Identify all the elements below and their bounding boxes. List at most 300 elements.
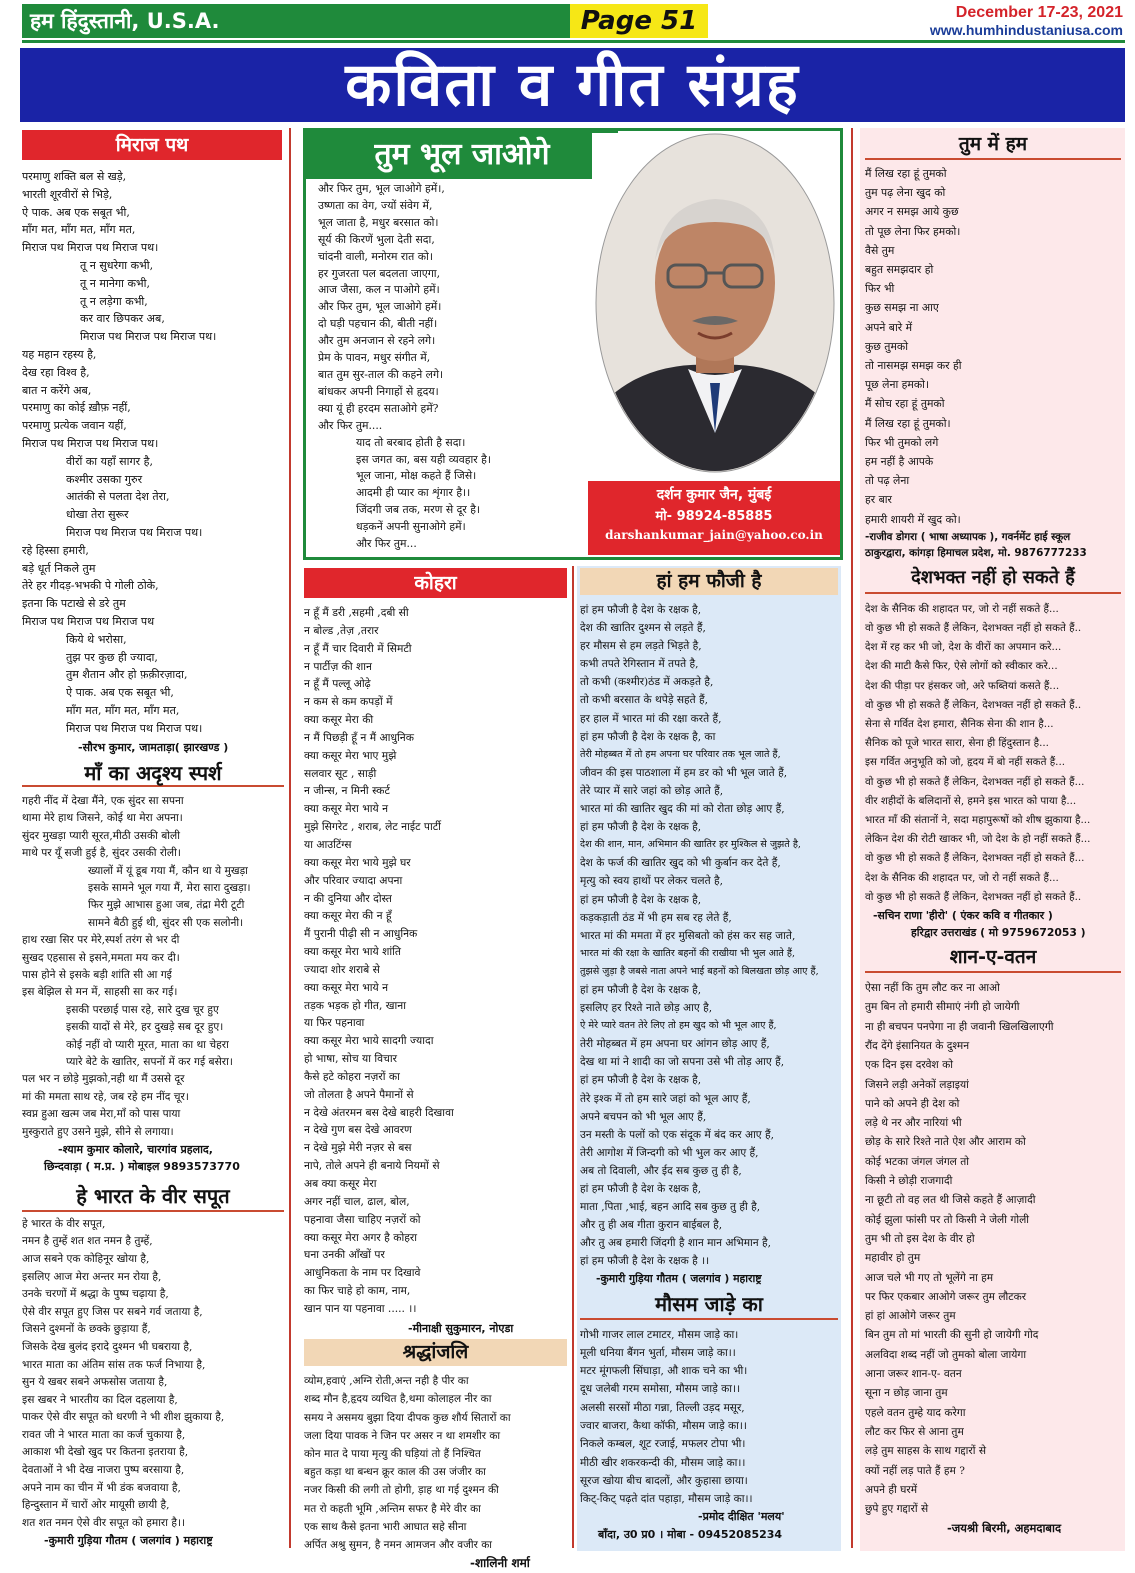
poem-body [304, 1372, 567, 1554]
poem-line: आज चले भी गए तो भूलेंगे ना हम [865, 1271, 994, 1284]
poem-body [22, 168, 284, 738]
poem-line: उन मस्ती के पलों को एक संदूक में बंद कर आए हैं, [580, 1128, 774, 1141]
poem-line: क्या कसूर मेरा भाये सादगी ज्यादा [304, 1034, 434, 1048]
poem-line: अगर न समझ आये कुछ [865, 205, 959, 219]
poem-line: तो पढ़ लेना [865, 474, 910, 488]
poem-line: ऐ पाक. अब एक सबूत भी, [22, 205, 130, 219]
poem-line: न देखे मुझे मेरी नज़र से बस [304, 1141, 412, 1155]
poem-line: ना ही बचपन पनपेगा ना ही जवानी खिलखिलाएगी [865, 1020, 1054, 1033]
poem-line: रहे हिस्सा हमारी, [22, 543, 89, 557]
poem-line: लौट कर फिर से आना तुम [865, 1425, 964, 1438]
poem-line: कुछ तुमको [865, 339, 908, 353]
poem-line: कुछ समझ ना आए [865, 301, 939, 315]
poem-body [865, 979, 1121, 1519]
author-photo [592, 133, 838, 489]
poem-line: बहुत समझदार हो [865, 263, 934, 277]
poem-line: मां की ममता साथ रहे, जब रहे हम नींद चूर। [22, 1090, 189, 1103]
poem-line: हां हम फौजी है देश के रक्षक है, [580, 604, 702, 616]
poem-line: हो भाषा, सोच या विचार [304, 1052, 398, 1066]
poem-line: भारत माँ की संतानों ने, सदा महापुरूषों को शीष झुकाया है... [865, 813, 1091, 826]
poem-line: तू न मानेगा कभी, [80, 276, 150, 290]
poem-line: बात तुम सुर-ताल की कहने लगे। [318, 367, 444, 381]
poem-line: मुस्कुराते हुए उसने मुझे, सीने से लगाया। [22, 1125, 174, 1138]
poem-line: देख था मां ने शादी का जो सपना उसे भी तोड़ आए हैं, [580, 1056, 785, 1069]
poem-line: सूना न छोड़ जाना तुम [865, 1387, 948, 1400]
poem-line: क्या कसूर मेरा भाये न [304, 980, 389, 994]
poem-line: शत शत नमन ऐसे वीर सपूत को हमारा है।। [22, 1516, 186, 1529]
poem-line: नमन है तुम्हें शत शत नमन है तुम्हें, [22, 1235, 153, 1248]
poem-line: न हूँ मैं पल्लू ओढ़े [304, 677, 371, 691]
poem-line: क्या कसूर मेरा की [304, 713, 374, 727]
poem-line: इसके सामने भूल गया मैं, मेरा सारा दुखड़ा। [88, 881, 251, 894]
poem-line: अपने बचपन को भी भूल आए हैं, [580, 1110, 707, 1123]
poem-line: मत रो कहती भूमि ,अन्तिम सफर है मेरे वीर का [304, 1502, 481, 1515]
poem-line: का फिर चाहे हो काम, नाम, [304, 1284, 411, 1298]
author-name: दर्शन कुमार जैन, मुंबई [656, 487, 772, 503]
poem-line: रावत जी ने भारत माता का कर्ज चुकाया है, [22, 1428, 186, 1441]
poem-line: देवताओं ने भी देख नाजरा पुष्प बरसाया है, [22, 1464, 185, 1477]
newspaper-name: हम हिंदुस्तानी, U.S.A. [22, 4, 574, 38]
poem-line: आकाश भी देखो खुद पर कितना इतराया है, [22, 1446, 189, 1459]
poem-line: दूध जलेबी गरम समोसा, मौसम जाड़े का।। [580, 1383, 741, 1396]
poem-line: तड़क भड़क हो गीत, खाना [304, 998, 406, 1012]
poem-credit: -जयश्री बिरमी, अहमदाबाद [947, 1521, 1062, 1536]
poem-credit: -कुमारी गुड़िया गौतम ( जलगांव ) महाराष्ट्र [596, 1272, 762, 1286]
poem-title: माँ का अदृश्य स्पर्श [22, 760, 284, 787]
poem-line: इस बेझिल से मन में, साहसी सा कर गई। [22, 986, 178, 999]
poem-line: पूछ लेना हमको। [865, 378, 930, 392]
poem-line: लड़े थे नर और नारियां भी [865, 1117, 962, 1130]
poem-line: किट्-किट् पढ़ते दांत पहाड़ा, मौसम जाड़े का।। [580, 1493, 753, 1506]
poem-body [22, 1216, 284, 1533]
poem-line: भारत मां की ममता में हर मुसिबतो को हंस कर सह जाते, [580, 929, 796, 942]
poem-line: देख रहा विश्व है, [22, 365, 90, 379]
poem-line: मृत्यु को स्वय हाथों पर लेकर चलते है, [580, 875, 723, 888]
column-1 [22, 130, 284, 1550]
poem-line: एक साथ कैसे इतना भारी आघात सहे सीना [304, 1520, 467, 1533]
issue-date: December 17-23, 2021 [955, 4, 1123, 21]
poem-line: जिसने लड़ी अनेकों लड़ाइयां [865, 1078, 969, 1091]
poem-line: सामने बैठी हुई थी, सुंदर सी एक सलोनी। [88, 916, 244, 929]
poem-credit: -श्याम कुमार कोलारे, चारगांव प्रहलाद, [58, 1143, 213, 1156]
poem-line: क्या कसूर मेरा अगर है कोहरा [304, 1230, 418, 1244]
poem-line: मिराज पथ मिराज पथ मिराज पथ। [80, 330, 217, 344]
poem-title: हां हम फौजी है [580, 568, 838, 595]
poem-line: हां हम फौजी है देश के रक्षक है, [580, 821, 702, 834]
poem-body [865, 600, 1121, 907]
poem-line: न देखे अंतरमन बस देखे बाहरी दिखावा [304, 1105, 454, 1119]
poem-line: बात न करेंगे अब, [22, 383, 92, 397]
poem-line: कोई भटका जंगल जंगल तो [865, 1155, 970, 1168]
poem-line: बिन तुम तो मां भारती की सुनी हो जायेगी गोद [865, 1329, 1039, 1342]
poem-body [22, 793, 284, 1141]
poem-line: माथे पर यूँ सजी हुई है, सुंदर उसकी रोली। [22, 847, 181, 860]
poem-line: बांधकर अपनी निगाहों से हृदय। [318, 384, 439, 398]
poem-line: वीरों का यहाँ सागर है, [66, 454, 153, 468]
poem-line: माता ,पिता ,भाई, बहन आदि सब कुछ तु ही है, [580, 1201, 761, 1214]
poem-line: यह महान रहस्य है, [22, 347, 97, 361]
poem-line: पास होने से इसके बड़ी शांति सी आ गई [22, 968, 172, 981]
poem-title: हे भारत के वीर सपूत [22, 1182, 284, 1212]
poem-line: मिराज पथ मिराज पथ मिराज पथ। [22, 436, 159, 450]
column-4 [865, 130, 1121, 1538]
poem-line: समय ने असमय बुझा दिया दीपक कुछ शौर्य सितारों का [304, 1411, 511, 1424]
poem-line: देश की शान, मान, अभिमान की खातिर हर मुश्किल से जुझते है, [580, 839, 801, 851]
poem-line: और फिर तुम, भूल जाओगे हमें। [318, 300, 442, 314]
poem-line: सलवार सूट , साड़ी [304, 766, 377, 780]
poem-line: जिसने दुश्मनों के छक्के छुड़ाया हैं, [22, 1323, 151, 1336]
poem-credit: -प्रमोद दीक्षित 'मलय' [698, 1510, 785, 1524]
poem-line: आधुनिकता के नाम पर दिखावे [304, 1266, 421, 1280]
poem-line: उनके चरणों में श्रद्धा के पुष्प चढ़ाया है, [22, 1288, 169, 1301]
poem-line: तुम बिन तो हमारी सीमाएं नंगी हो जायेगी [865, 1001, 1020, 1014]
poem-line: और फिर तुम.... [318, 418, 383, 432]
poem-line: बड़े धूर्त निकले तुम [22, 561, 96, 575]
poem-line: वीर शहीदों के बलिदानों से, हमने इस भारत को पाया है... [865, 794, 1077, 807]
poem-line: कोन मात दे पाया मृत्यु की घड़ियां तो हैं निश्चित [304, 1447, 481, 1460]
poem-line: ऐ मेरे प्यारे वतन तेरे लिए तो हम खुद को भी भूल आए हैं, [580, 1020, 777, 1032]
poem-line: आना जरूर शान-ए- वतन [865, 1368, 962, 1381]
poem-line: नजर किसी की लगी तो होगी, ड़ाह था गई दुश्मन की [304, 1484, 499, 1497]
poem-line: शब्द मौन है,हृदय व्यथित है,थमा कोलाहल नीर का [304, 1393, 492, 1406]
poem-line: खान पान या पहनावा ..... ।। [304, 1301, 417, 1315]
poem-line: क्या कसूर मेरा भाये शांति [304, 945, 401, 959]
poem-line: एहले वतन तुम्हे याद करेगा [865, 1406, 966, 1419]
poem-line: मीठी खीर शकरकन्दी की, मौसम जाड़े का।। [580, 1456, 746, 1469]
poem-line: ना छूटी तो वह लत थी जिसे कहते हैं आज़ादी [865, 1194, 1036, 1207]
poem-line: घना उनकी आँखों पर [304, 1248, 385, 1262]
poem-line: कैसे हटे कोहरा नज़रों का [304, 1069, 400, 1083]
poem-line: माँग मत, माँग मत, माँग मत, [66, 703, 180, 717]
poem-line: उष्णता का वेग, ज्यों संवेग में, [318, 198, 433, 212]
poem-title: तुम में हम [865, 130, 1121, 160]
poem-line: कश्मीर उसका गुरुर [66, 472, 143, 486]
poem-line: सुंदर मुखड़ा प्यारी सूरत,मीठी उसकी बोली [22, 829, 180, 842]
poem-line: सूर्य की किरणें भुला देती सदा, [318, 232, 435, 246]
poem-line: हे भारत के वीर सपूत, [22, 1217, 106, 1230]
poem-line: तुम भी तो इस देश के वीर हो [865, 1232, 975, 1245]
poem-line: तू न लड़ेगा कभी, [80, 294, 148, 308]
author-email[interactable]: darshankumar_jain@yahoo.co.in [605, 528, 823, 542]
poem-line: नापे, तोले अपने ही बनाये नियमों से [304, 1159, 440, 1173]
author-card [588, 481, 840, 555]
poem-line: हां हम फौजी है देश के रक्षक है, का [580, 730, 716, 743]
poem-credit: -राजीव डोगरा ( भाषा अध्यापक ), गवर्नमेंट हाई स्कूल [865, 530, 1071, 543]
poem-line: मिराज पथ मिराज पथ मिराज पथ। [22, 241, 159, 255]
poem-line: क्या कसूर मेरा भाये मुझे घर [304, 855, 411, 869]
poem-line: क्या कसूर मेरा की न हूँ [304, 909, 392, 923]
poem-line: और तु अब हमारी जिंदगी है शान मान अभिमान है, [580, 1237, 772, 1250]
poem-line: हिन्दुस्तान में चारों ओर मायूसी छायी है, [22, 1499, 170, 1512]
poem-line: जो तोलता है अपने पैमानों से [304, 1087, 414, 1101]
poem-line: मूली धनिया बैंगन भुर्ता, मौसम जाड़े का।। [580, 1346, 736, 1359]
poem-line: सुन ये खबर सबने अफसोस जताया है, [22, 1376, 168, 1389]
poem-line: भूल जाता है, मधुर बरसात को। [318, 215, 439, 229]
poem-line: हमारी शायरी में खुद को। [865, 512, 961, 526]
poem-line: तो नासमझ समझ कर ही [865, 359, 962, 373]
author-portrait-image [592, 133, 838, 489]
poem-line: मैं लिख रहा हूं तुमको [865, 167, 947, 180]
poem-line: न बोल्ड ,तेज़ ,तरार [304, 623, 379, 637]
poem-line: तुम शैतान और हो फ़क़ीरज़ादा, [66, 668, 188, 682]
poem-title: श्रद्धांजलि [304, 1339, 567, 1366]
poem-line: सेना से गर्वित देश हमारा, सैनिक सेना की शान है... [865, 717, 1054, 730]
page-header [0, 0, 1135, 44]
poem-line: या आउटिंग्स [304, 837, 352, 851]
poem-line: क्या यूं ही हरदम सताओगे हमें? [318, 401, 439, 415]
poem-line: मुझे सिगरेट , शराब, लेट नाईट पार्टी [304, 820, 441, 834]
poem-line: निकले कम्बल, शूट रजाई, मफलर टोपा भी। [580, 1438, 746, 1451]
featured-poem-box [303, 128, 843, 560]
poem-line: आदमी ही प्यार का शृंगार है।। [356, 486, 471, 500]
poem-line: कड़कड़ाती ठंड में भी हम सब रह लेते हैं, [580, 911, 732, 924]
poem-line: और परिवार ज्यादा अपना [304, 873, 403, 887]
poem-line: मटर मूंगफली सिंघाड़ा, औ शाक चने का भी। [580, 1365, 748, 1378]
poem-line: आज जैसा, कल न पाओगे हमें। [318, 283, 440, 297]
poem-line: इतना कि पटाखे से डरे तुम [22, 597, 126, 611]
poem-line: सैनिक को पूजे भारत सारा, सेना ही हिंदुस्तान है... [865, 737, 1049, 750]
poem-line: ऐसे वीर सपूत हुए जिस पर सबने गर्व जताया है, [22, 1305, 203, 1318]
website-link[interactable]: www.humhindustaniusa.com [929, 22, 1123, 38]
poem-line: भारती शूरवीरों से भिड़े, [22, 187, 113, 201]
poem-line: तेरे हर गीदड़-भभकी पे गोली ठोके, [22, 579, 159, 593]
column-divider [572, 566, 574, 1548]
poem-line: क्या कसूर मेरा भाए मुझे [304, 748, 397, 762]
poem-line: तुम पढ़ लेना खुद को [865, 186, 946, 200]
poem-line: महावीर हो तुम [865, 1252, 921, 1265]
poem-credit: बाँदा, उ0 प्र0 । मोबा - 09452085234 [598, 1527, 783, 1541]
poem-line: देश में रह कर भी जो, देश के वीरों का अपमान करे... [865, 641, 1062, 654]
poem-line: माँग मत, माँग मत, माँग मत, [22, 223, 136, 237]
poem-line: इस गर्वित अनुभूति को जो, हृदय में बो नहीं सकते हैं... [865, 756, 1065, 769]
poem-line: तो कभी (कश्मीर)ठंड में अकड़ते है, [580, 676, 714, 689]
poem-body [865, 164, 1121, 529]
poem-line: जिसके देख बुलंद इरादे दुश्मन भी घबराया है, [22, 1340, 193, 1353]
poem-line: न कम से कम कपड़ों में [304, 695, 393, 709]
poem-line: प्रेम के पावन, मधुर संगीत में, [318, 351, 431, 365]
poem-line: अपने बारे में [865, 320, 913, 334]
poem-body [318, 181, 580, 553]
column-divider [851, 128, 853, 1548]
poem-line: वैसे तुम [865, 243, 895, 257]
poem-line: तेरे प्यार में सारे जहां को छोड़ आते हैं, [580, 784, 724, 797]
poem-line: परमाणु शक्ति बल से खड़े, [22, 170, 127, 183]
poem-credit: छिन्दवाड़ा ( म.प्र. ) मोबाइल 9893573770 [44, 1160, 240, 1174]
poem-line: न की दुनिया और दोस्त [304, 891, 392, 905]
poem-line: पहनावा जैसा चाहिए नज़रों को [304, 1212, 421, 1226]
poem-line: फिर भी तुमको लगे [865, 435, 939, 449]
poem-line: धड़कनें अपनी सुनाओगे हमें। [356, 520, 466, 534]
poem-line: छुपे हुए गद्दारों से [865, 1503, 929, 1516]
poem-line: ऐसा नहीं कि तुम लौट कर ना आओ [865, 982, 1000, 995]
poem-line: भारत मां की रक्षा के खातिर बहनों की राखीया भी भुल आते हैं, [580, 947, 796, 959]
poem-line: और तुम अनजान से रहने लगे। [318, 334, 436, 348]
poem-line: आतंकी से पलता देश तेरा, [66, 490, 170, 504]
poem-title: मिराज पथ [22, 130, 282, 160]
poem-line: न हूँ मैं डरी ,सहमी ,दबी सी [304, 606, 409, 619]
poem-line: हर मौसम से हम लड़ते भिड़ते है, [580, 640, 702, 653]
poem-line: तेरी आगोश में जिन्दगी को भी भुल कर आए हैं, [580, 1146, 759, 1159]
poem-line: लड़े तुम साहस के साथ गद्दारों से [865, 1445, 987, 1458]
poem-line: लेकिन देश की रोटी खाकर भी, जो देश के हो नहीं सकते हैं... [865, 833, 1091, 846]
section-banner: कविता व गीत संग्रह [20, 48, 1125, 122]
poem-line: तेरी मोहब्बत में तो हम अपना घर परिवार तक भूल जाते हैं, [580, 748, 781, 760]
poem-credit: हरिद्वार उत्तराखंड ( मो 9759672053 ) [911, 926, 1086, 940]
poem-line: याद तो बरबाद होती है सदा। [356, 435, 466, 449]
poem-line: किसी ने छोड़ी राजगादी [865, 1175, 953, 1188]
poem-line: फिर भी [865, 282, 895, 296]
poem-line: पाकर ऐसे वीर सपूत को धरणी ने भी शीश झुकाया है, [22, 1411, 225, 1424]
page-number: Page 51 [570, 4, 708, 38]
column-3 [580, 568, 838, 1543]
poem-credit: -शालिनी शर्मा [470, 1556, 530, 1571]
poem-line: आज सबने एक कोहिनूर खोया है, [22, 1252, 150, 1265]
poem-line: इसलिए आज मेरा अन्तर मन रोया है, [22, 1270, 162, 1283]
poem-line: अलविदा शब्द नहीं जो तुमको बोला जायेगा [865, 1348, 1027, 1361]
poem-line: किये थे भरोसा, [66, 632, 127, 646]
poem-line: स्वप्न हुआ खत्म जब मेरा,माँ को पास पाया [22, 1108, 181, 1121]
poem-line: कर वार छिपकर अब, [80, 312, 165, 326]
poem-line: सुखद एहसास से इसने,ममता मय कर दी। [22, 951, 180, 964]
poem-line: मैं लिख रहा हूं तुमको। [865, 416, 951, 430]
poem-line: क्या कसूर मेरा भाये न [304, 802, 389, 816]
poem-line: हर गुजरता पल बदलता जाएगा, [318, 266, 441, 280]
poem-line: क्यों नहीं लड़ पाते हैं हम ? [865, 1464, 965, 1477]
poem-line: तेरे इश्क में तो हम सारे जहां को भूल आए हैं, [580, 1092, 751, 1105]
poem-credit: -सचिन राणा 'हीरो' ( एंकर कवि व गीतकार ) [873, 908, 1053, 922]
poem-line: इसलिए हर रिश्ते नाते छोड़ आए है, [580, 1002, 713, 1015]
poem-line: हर हाल में भारत मां की रक्षा करते हैं, [580, 712, 722, 725]
poem-line: वो कुछ भी हो सकते हैं लेकिन, देशभक्त नहीं हो सकते हैं... [865, 775, 1085, 788]
poem-line: जीवन की इस पाठशाला में हम डर को भी भूल जाते हैं, [580, 766, 788, 779]
poem-line: परमाणु प्रत्येक जवान यहीं, [22, 419, 127, 433]
poem-line: हम नहीं है आपके [865, 455, 934, 469]
poem-line: जिंदगी जब तक, मरण से दूर है। [356, 503, 481, 517]
poem-line: व्योम,हवाएं ,अग्नि रोती,अन्त नही है पीर का [304, 1375, 469, 1388]
poem-line: भारत मां की खातिर खुद की मां को रोता छोड़ आए हैं, [580, 803, 785, 816]
poem-line: मिराज पथ मिराज पथ मिराज पथ। [66, 525, 203, 539]
poem-line: तुझसे जुड़ा है जबसे नाता अपने भाई बहनों को बिलखता छोड़ आए हैं, [580, 965, 819, 977]
poem-line: अर्पित अश्रु सुमन, है नमन आमजन और वजीर का [304, 1538, 492, 1551]
poem-line: और फिर तुम, भूल जाओगे हमें।, [318, 182, 445, 195]
poem-title: देशभक्त नहीं हो सकते हैं [865, 564, 1121, 594]
poem-credit: -सौरभ कुमार, जामताड़ा( झारखण्ड ) [78, 740, 229, 754]
poem-line: गहरी नींद में देखा मैंने, एक सुंदर सा सपना [22, 794, 184, 807]
poem-body [580, 601, 838, 1270]
poem-line: न पार्टीज़ की शान [304, 659, 372, 673]
poem-line: तो कभी बरसात के थपेड़े सहते हैं, [580, 694, 709, 707]
poem-line: अगर नहीं चाल, ढाल, बोल, [304, 1194, 410, 1208]
author-mobile: मो- 98924-85885 [655, 509, 773, 524]
poem-line: फिर मुझे आभास हुआ जब, तंद्रा मेरी टूटी [88, 899, 245, 912]
poem-line: हां हम फौजी है देश के रक्षक है, [580, 983, 702, 996]
poem-line: भूल जाना, मोक्ष कहते हैं जिसे। [356, 469, 477, 483]
poem-line: मैं सोच रहा हूं तुमको [865, 397, 945, 411]
poem-line: अपने नाम का चीन में भी डंक बजवाया है, [22, 1481, 181, 1494]
poem-line: तो पूछ लेना फिर हमको। [865, 224, 961, 238]
poem-line: हाथ रखा सिर पर मेरे,स्पर्श तरंग से भर दी [22, 934, 180, 947]
poem-line: न मैं पिछड़ी हूँ न मैं आधुनिक [304, 730, 414, 744]
poem-line: ज्वार बाजरा, कैथा कॉफी, मौसम जाड़े का।। [580, 1420, 747, 1432]
poem-line: छोड़ के सारे रिश्ते नाते ऐश और आराम को [865, 1136, 1026, 1149]
poem-line: देश की माटी कैसे फिर, ऐसे लोगों को स्वीकार करे... [865, 660, 1058, 673]
poem-line: ख्यालों में यूं डूब गया मैं, कौन था ये मुखड़ा [88, 864, 248, 877]
poem-line: चांदनी वाली, मनोरम रात को। [318, 249, 433, 263]
poem-line: हां हम फौजी है देश के रक्षक है, [580, 1074, 702, 1087]
poem-line: देश की पीड़ा पर हंसकर जो, अरे फब्तियां कसते हैं... [865, 679, 1060, 692]
poem-title: शान-ए-वतन [865, 943, 1121, 973]
poem-line: गोभी गाजर लाल टमाटर, मौसम जाड़े का। [580, 1328, 739, 1341]
poem-line: हां हां आओगे जरूर तुम [865, 1310, 956, 1323]
poem-line: हां हम फौजी है देश के रक्षक है ।। [580, 1255, 710, 1268]
poem-title: कोहरा [304, 568, 567, 598]
poem-title: मौसम जाड़े का [580, 1290, 838, 1320]
poem-line: ऐ पाक. अब एक सबूत भी, [66, 686, 174, 700]
poem-body [304, 604, 567, 1318]
poem-line: मैं पुरानी पीढ़ी सी न आधुनिक [304, 927, 418, 941]
poem-line: न हूँ मैं चार दिवारी में सिमटी [304, 641, 412, 655]
poem-line: और फिर तुम... [356, 537, 417, 551]
poem-line: बहुत कड़ा था बन्धन क्रूर काल की उस जंजीर का [304, 1466, 486, 1479]
poem-line: देश के सैनिक की शहादत पर, जो रो नहीं सकते हैं... [865, 871, 1059, 884]
poem-line: धोखा तेरा सुरूर [66, 508, 129, 522]
poem-line: देश के फर्ज की खातिर खुद को भी कुर्बान कर देते हैं, [580, 857, 781, 870]
poem-line: मिराज पथ मिराज पथ मिराज पथ। [66, 721, 203, 735]
poem-line: दो घड़ी पहचान की, बीती नहीं। [318, 317, 438, 331]
poem-line: न जीन्स, न मिनी स्कर्ट [304, 784, 390, 798]
poem-line: अब तो दिवाली, और ईद सब कुछ तु ही है, [580, 1164, 742, 1177]
poem-line: हां हम फौजी है देश के रक्षक है, [580, 1183, 702, 1195]
poem-body [580, 1326, 838, 1509]
poem-line: वो कुछ भी हो सकते हैं लेकिन, देशभक्त नहीं हो सकते हैं.. [865, 890, 1082, 903]
poem-line: या फिर पहनावा [304, 1016, 365, 1030]
poem-credit: -मीनाक्षी सुकुमारन, नोएडा [408, 1321, 514, 1335]
column-2 [304, 568, 567, 1573]
poem-line: कोई झुला फांसी पर तो किसी ने जेली गोली [865, 1213, 1029, 1226]
poem-credit: -कुमारी गुड़िया गौतम ( जलगांव ) महाराष्ट्र [44, 1534, 213, 1548]
poem-line: कोई नहीं वो प्यारी मूरत, माता का था चेहरा [66, 1038, 229, 1051]
poem-line: कभी तपते रेगिस्तान में तपते है, [580, 658, 699, 671]
poem-line: न देखे गुण बस देखे आवरण [304, 1123, 412, 1137]
poem-line: इस खबर ने भारतीय का दिल दहलाया है, [22, 1393, 178, 1406]
poem-line: अपने ही घरमें [865, 1483, 918, 1496]
poem-line: पर फिर एकबार आओगे जरूर तुम लौटकर [865, 1290, 1027, 1303]
poem-line: प्यारे बेटे के खातिर, सपनों में कर गई बसेरा। [66, 1055, 233, 1068]
header-divider [22, 40, 1125, 43]
poem-line: पाने को अपने ही देश को [865, 1097, 960, 1110]
poem-line: हां हम फौजी है देश के रक्षक है, [580, 893, 702, 906]
poem-line: वो कुछ भी हो सकते हैं लेकिन, देशभक्त नहीं हो सकते हैं.. [865, 698, 1082, 711]
poem-line: पल भर न छोड़े मुझको,नही था मैं उससे दूर [22, 1073, 185, 1086]
poem-line: इसकी परछाई पास रहे, सारे दुख चूर हुए [66, 1003, 219, 1016]
poem-line: और तु ही अब गीता कुरान बाईबल है, [580, 1219, 723, 1232]
poem-line: मिराज पथ मिराज पथ मिराज पथ [22, 614, 155, 628]
poem-title: तुम भूल जाओगे [306, 131, 618, 179]
poem-line: ज्यादा शोर शराबे से [304, 962, 380, 976]
poem-line: देश की खातिर दुश्मन से लड़ते हैं, [580, 622, 706, 635]
poem-line: इसकी यादों से मेरे, हर दुखड़े सब दूर हुए। [66, 1021, 224, 1034]
poem-line: अलसी सरसों मीठा गन्ना, तिल्ली उड़द मसूर, [580, 1401, 745, 1414]
poem-line: अब क्या कसूर मेरा [304, 1177, 377, 1190]
column-divider [289, 128, 291, 1548]
poem-line: हर बार [865, 493, 892, 507]
poem-line: तेरी मोहब्बत में हम अपना घर आंगन छोड़ आए हैं, [580, 1038, 770, 1051]
poem-line: थामा मेरे हाथ जिसने, कोई था मेरा अपना। [22, 812, 183, 825]
poem-line: सूरज खोया बीच बादलों, और कुहासा छाया। [580, 1474, 748, 1487]
poem-line: परमाणु का कोई ख़ौफ़ नहीं, [22, 401, 131, 415]
poem-line: तुझ पर कुछ ही ज्यादा, [66, 650, 158, 664]
poem-line: तू न सुधरेगा कभी, [80, 258, 154, 272]
